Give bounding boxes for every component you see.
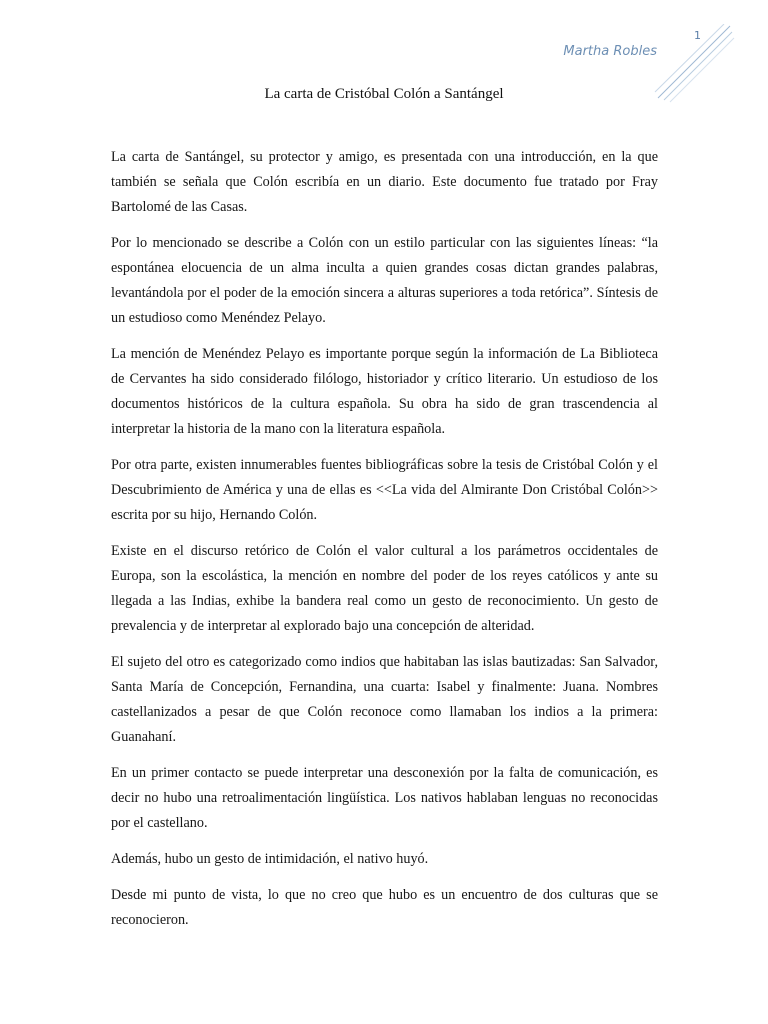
page-number: 1 [694, 29, 701, 42]
paragraph: La carta de Santángel, su protector y amigo, es presentada con una introducción, en la que también se señala que Colón escribía en un diario. Este documento fue tratado por Fray Bartolomé de las Casas. [111, 149, 658, 215]
paragraph: El sujeto del otro es categorizado como indios que habitaban las islas bautizadas: San Salvador, Santa María de Concepción, Fernandina, una cuarta: Isabel y finalmente: Juana. Nombres castellanizados a pesar de que Colón reconoce como llamaban los indios a la primera: Guanahaní. [111, 654, 658, 745]
paragraph: Por otra parte, existen innumerables fuentes bibliográficas sobre la tesis de Cristóbal Colón y el Descubrimiento de América y una de ellas es <<La vida del Almirante Don Cristóbal Colón>> escrita por su hijo, Hernando Colón. [111, 457, 658, 523]
document-title: La carta de Cristóbal Colón a Santángel [264, 86, 504, 102]
document-body [111, 145, 658, 944]
header-author: Martha Robles [563, 44, 657, 59]
paragraph: Por lo mencionado se describe a Colón con un estilo particular con las siguientes líneas: “la espontánea elocuencia de un alma inculta a quien grandes cosas dictan grandes palabras, levantándola por el poder de la emoción sincera a alturas superiores a toda retórica”. Síntesis de un estudioso como Menéndez Pelayo. [111, 235, 658, 326]
paragraph: Además, hubo un gesto de intimidación, el nativo huyó. [111, 851, 429, 867]
paragraph: Existe en el discurso retórico de Colón el valor cultural a los parámetros occidentales de Europa, son la escolástica, la mención en nombre del poder de los reyes católicos y ante su llegada a las Indias, exhibe la bandera real como un gesto de reconocimiento. Un gesto de prevalencia y de interpretar al explorado bajo una concepción de alteridad. [111, 543, 658, 634]
paragraph: En un primer contacto se puede interpretar una desconexión por la falta de comunicación, es decir no hubo una retroalimentación lingüística. Los nativos hablaban lenguas no reconocidas por el castellano. [111, 765, 658, 831]
paragraph: Desde mi punto de vista, lo que no creo que hubo es un encuentro de dos culturas que se reconocieron. [111, 887, 658, 928]
paragraph: La mención de Menéndez Pelayo es importante porque según la información de La Biblioteca de Cervantes ha sido considerado filólogo, historiador y crítico literario. Un estudioso de los documentos históricos de la cultura española. Su obra ha sido de gran trascendencia al interpretar la historia de la mano con la literatura española. [111, 346, 658, 437]
